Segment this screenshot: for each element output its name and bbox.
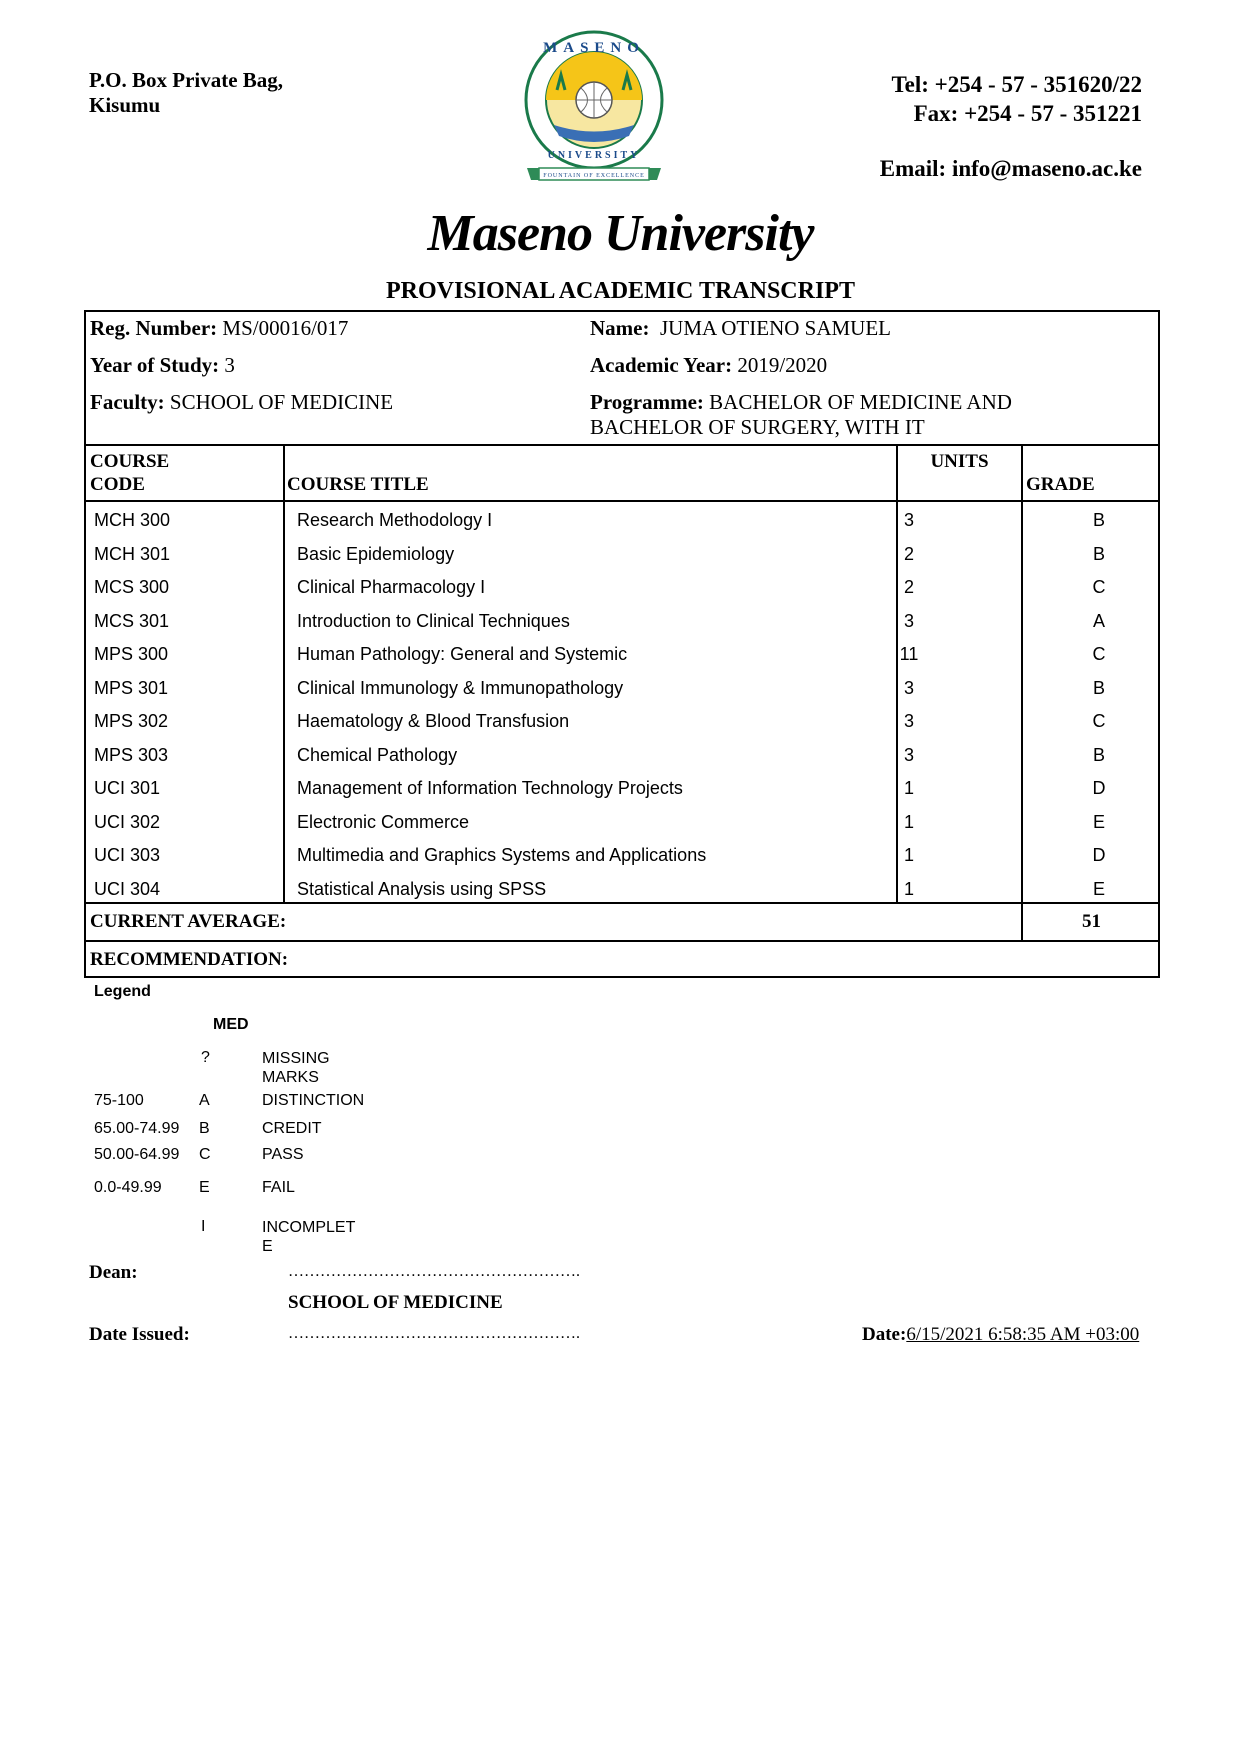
legend-range: 75-100 [94, 1092, 144, 1109]
course-units: 2 [903, 543, 914, 564]
table-row [86, 504, 1158, 537]
course-title: Introduction to Clinical Techniques [297, 610, 570, 631]
transcript-box [84, 310, 1160, 978]
course-code: MPS 303 [94, 744, 169, 765]
programme: Programme: BACHELOR OF MEDICINE AND BACHELOR OF SURGERY, WITH IT [590, 390, 1012, 439]
course-units: 3 [903, 744, 914, 765]
address-line-2: Kisumu [89, 93, 161, 117]
course-title: Haematology & Blood Transfusion [297, 711, 570, 731]
school-name: SCHOOL OF MEDICINE [288, 1292, 503, 1313]
university-name: Maseno University [427, 205, 814, 262]
course-grade: C [1092, 577, 1106, 597]
issue-date: Date:6/15/2021 6:58:35 AM +03:00 [862, 1324, 1140, 1345]
tel-line: Tel: +254 - 57 - 351620/22 [891, 72, 1142, 97]
document-title: PROVISIONAL ACADEMIC TRANSCRIPT [386, 278, 855, 304]
course-units: 3 [903, 510, 914, 530]
legend-grade: E [199, 1179, 210, 1196]
course-title: Human Pathology: General and Systemic [297, 644, 628, 664]
date-issued-label: Date Issued: [89, 1324, 190, 1345]
contact-block [880, 70, 1142, 183]
table-row [86, 538, 1158, 571]
date-issued-line: ………………………………………………. [288, 1325, 580, 1342]
legend-incomplete-symbol: I [201, 1218, 206, 1235]
legend-programme: MED [213, 1016, 249, 1033]
course-code: MPS 302 [94, 711, 169, 731]
course-grade: A [1092, 610, 1105, 631]
course-grade: E [1092, 878, 1105, 899]
table-row [86, 638, 1158, 671]
legend-meaning: FAIL [262, 1179, 295, 1196]
course-title: Electronic Commerce [297, 811, 470, 832]
table-row [86, 571, 1158, 604]
faculty: Faculty: SCHOOL OF MEDICINE [90, 390, 394, 414]
address-block [89, 68, 283, 118]
course-units: 2 [903, 577, 914, 597]
legend-meaning: PASS [262, 1146, 304, 1163]
course-code: MCH 300 [94, 510, 171, 530]
table-row [86, 605, 1158, 638]
current-average-value: 51 [1082, 911, 1101, 932]
header-course-code: COURSE CODE [90, 451, 170, 495]
course-grade: D [1092, 778, 1106, 798]
course-grade: D [1092, 845, 1106, 865]
dean-label: Dean: [89, 1262, 138, 1283]
university-logo [519, 30, 669, 190]
reg-number: Reg. Number: MS/00016/017 [90, 316, 349, 340]
course-units: 1 [903, 878, 914, 899]
course-grade: B [1092, 543, 1105, 564]
course-code: UCI 304 [94, 878, 161, 899]
course-units: 1 [903, 778, 914, 798]
table-row [86, 873, 1158, 906]
course-grade: E [1092, 811, 1105, 832]
legend-missing-text: MISSING MARKS [262, 1050, 330, 1086]
course-code: MCS 300 [94, 577, 170, 597]
course-grade: C [1092, 644, 1106, 664]
divider [86, 940, 1158, 942]
course-code: MCS 301 [94, 610, 170, 631]
divider [86, 444, 1158, 446]
course-title: Multimedia and Graphics Systems and Applications [297, 845, 707, 865]
course-grade: B [1092, 510, 1105, 530]
table-row [86, 772, 1158, 805]
legend-meaning: DISTINCTION [262, 1092, 365, 1109]
legend-grade: C [199, 1146, 211, 1163]
table-row [86, 705, 1158, 738]
header-grade: GRADE [1026, 474, 1095, 495]
address-line-1: P.O. Box Private Bag, [89, 68, 284, 92]
header-course-title: COURSE TITLE [287, 474, 429, 495]
legend-incomplete-text: INCOMPLET E [262, 1219, 356, 1255]
table-row [86, 739, 1158, 772]
course-code: MPS 301 [94, 677, 169, 698]
course-grade: C [1092, 711, 1106, 731]
header-units: UNITS [930, 451, 989, 472]
course-title: Management of Information Technology Projects [297, 778, 683, 798]
student-name: Name: JUMA OTIENO SAMUEL [590, 316, 891, 340]
legend-grade: B [199, 1120, 210, 1137]
course-code: MCH 301 [94, 543, 171, 564]
course-units: 3 [903, 610, 914, 631]
legend-range: 0.0-49.99 [94, 1179, 162, 1196]
table-row [86, 672, 1158, 705]
course-title: Clinical Immunology & Immunopathology [297, 677, 624, 698]
course-units: 1 [903, 811, 914, 832]
svg-text:FOUNTAIN OF EXCELLENCE: FOUNTAIN OF EXCELLENCE [543, 173, 645, 179]
course-title: Basic Epidemiology [297, 543, 455, 564]
divider [86, 500, 1158, 502]
academic-year: Academic Year: 2019/2020 [590, 353, 828, 377]
dean-signature-line: ………………………………………………. [288, 1263, 580, 1280]
course-title: Chemical Pathology [297, 744, 458, 765]
legend-title: Legend [94, 983, 151, 1000]
course-grade: B [1092, 677, 1105, 698]
course-code: UCI 302 [94, 811, 161, 832]
svg-text:MASENO: MASENO [543, 40, 645, 56]
table-row [86, 806, 1158, 839]
course-code: UCI 301 [94, 778, 161, 798]
legend-range: 65.00-74.99 [94, 1120, 180, 1137]
course-code: UCI 303 [94, 845, 161, 865]
course-units: 1 [903, 845, 914, 865]
email-line: Email: info@maseno.ac.ke [879, 156, 1142, 181]
recommendation-label: RECOMMENDATION: [90, 949, 289, 970]
fax-line: Fax: +254 - 57 - 351221 [913, 101, 1142, 126]
year-of-study: Year of Study: 3 [90, 353, 235, 377]
legend-range: 50.00-64.99 [94, 1146, 180, 1163]
course-title: Research Methodology I [297, 510, 493, 530]
course-title: Statistical Analysis using SPSS [297, 878, 547, 899]
legend-grade: A [199, 1092, 210, 1109]
course-code: MPS 300 [94, 644, 169, 664]
course-units: 3 [903, 711, 914, 731]
svg-text:UNIVERSITY: UNIVERSITY [547, 150, 641, 161]
course-grade: B [1092, 744, 1105, 765]
legend-meaning: CREDIT [262, 1120, 322, 1137]
course-units: 3 [903, 677, 914, 698]
legend-missing-symbol: ? [201, 1049, 210, 1066]
current-average-label: CURRENT AVERAGE: [90, 911, 287, 932]
university-seal-icon [519, 30, 669, 190]
table-row [86, 839, 1158, 872]
course-units: 11 [899, 644, 919, 664]
course-title: Clinical Pharmacology I [297, 577, 486, 597]
